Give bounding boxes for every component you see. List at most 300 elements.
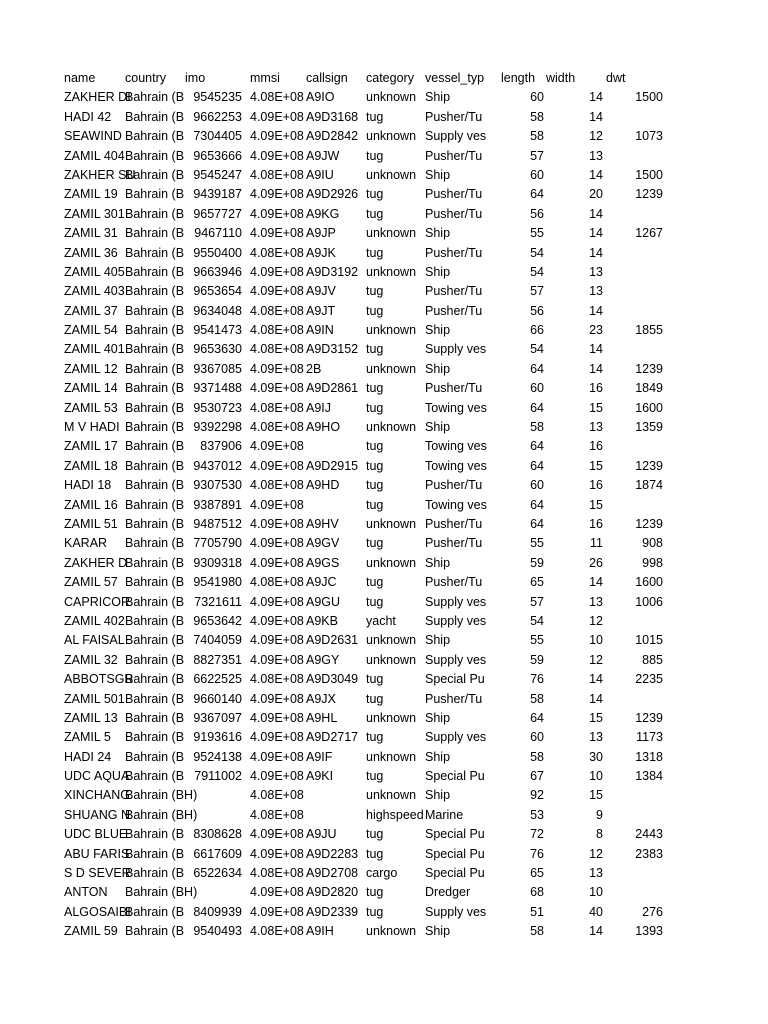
cell-callsign[interactable]: A9JT [306, 303, 336, 318]
cell-country[interactable]: Bahrain (B [125, 710, 185, 725]
cell-category[interactable]: tug [366, 904, 384, 919]
cell-imo[interactable]: 9467110 [194, 226, 242, 241]
cell-imo[interactable]: 9367085 [193, 361, 242, 376]
cell-mmsi[interactable]: 4.09E+08 [250, 264, 304, 279]
cell-callsign[interactable]: A9D2339 [306, 904, 359, 919]
cell-length[interactable]: 64 [530, 187, 544, 202]
cell-imo[interactable]: 9193616 [193, 730, 242, 745]
cell-length[interactable]: 55 [530, 226, 544, 241]
cell-width[interactable]: 12 [589, 613, 603, 628]
cell-length[interactable]: 65 [530, 575, 544, 590]
cell-length[interactable]: 53 [530, 807, 544, 822]
cell-width[interactable]: 16 [589, 381, 603, 396]
cell-imo[interactable]: 9663946 [193, 264, 242, 279]
cell-name[interactable]: SEAWIND [64, 129, 122, 144]
cell-length[interactable]: 51 [530, 904, 544, 919]
cell-category[interactable]: tug [366, 478, 384, 493]
cell-country[interactable]: Bahrain (B [125, 672, 185, 687]
cell-dwt[interactable]: 885 [642, 652, 663, 667]
cell-imo[interactable]: 9662253 [193, 109, 242, 124]
cell-length[interactable]: 68 [530, 885, 544, 900]
cell-mmsi[interactable]: 4.09E+08 [250, 730, 304, 745]
cell-width[interactable]: 13 [589, 730, 603, 745]
cell-dwt[interactable]: 1600 [635, 400, 663, 415]
cell-country[interactable]: Bahrain (B [125, 691, 185, 706]
cell-category[interactable]: unknown [366, 924, 417, 939]
cell-callsign[interactable]: A9D2861 [306, 381, 359, 396]
cell-width[interactable]: 15 [589, 497, 603, 512]
cell-imo[interactable]: 9524138 [193, 749, 242, 764]
cell-length[interactable]: 92 [530, 788, 544, 803]
cell-mmsi[interactable]: 4.09E+08 [250, 516, 304, 531]
cell-category[interactable]: unknown [366, 226, 417, 241]
cell-length[interactable]: 59 [530, 555, 544, 570]
cell-dwt[interactable]: 1173 [636, 730, 663, 745]
cell-width[interactable]: 26 [589, 555, 603, 570]
cell-vessel-type[interactable]: Supply ves [425, 129, 487, 144]
cell-mmsi[interactable]: 4.09E+08 [250, 226, 304, 241]
cell-width[interactable]: 10 [589, 885, 603, 900]
cell-dwt[interactable]: 1015 [635, 633, 663, 648]
cell-callsign[interactable]: A9JK [306, 245, 336, 260]
cell-dwt[interactable]: 1500 [635, 90, 663, 105]
cell-name[interactable]: ZAKHER DI [64, 90, 131, 105]
cell-width[interactable]: 12 [589, 846, 603, 861]
cell-mmsi[interactable]: 4.09E+08 [250, 206, 304, 221]
cell-width[interactable]: 14 [589, 361, 603, 376]
cell-mmsi[interactable]: 4.09E+08 [250, 904, 304, 919]
cell-callsign[interactable]: A9KG [306, 206, 340, 221]
cell-dwt[interactable]: 1855 [635, 323, 663, 338]
cell-callsign[interactable]: A9HD [306, 478, 340, 493]
cell-mmsi[interactable]: 4.09E+08 [250, 652, 304, 667]
cell-category[interactable]: tug [366, 769, 384, 784]
cell-length[interactable]: 58 [530, 924, 544, 939]
cell-dwt[interactable]: 1239 [635, 361, 663, 376]
cell-category[interactable]: tug [366, 672, 384, 687]
cell-vessel-type[interactable]: Ship [425, 361, 451, 376]
cell-country[interactable]: Bahrain (B [125, 323, 185, 338]
cell-country[interactable]: Bahrain (B [125, 594, 185, 609]
cell-mmsi[interactable]: 4.09E+08 [250, 284, 304, 299]
cell-dwt[interactable]: 2443 [635, 827, 663, 842]
cell-length[interactable]: 55 [530, 633, 544, 648]
cell-mmsi[interactable]: 4.09E+08 [250, 555, 304, 570]
cell-mmsi[interactable]: 4.09E+08 [250, 187, 304, 202]
cell-vessel-type[interactable]: Special Pu [425, 866, 485, 881]
cell-country[interactable]: Bahrain (B [125, 264, 185, 279]
cell-mmsi[interactable]: 4.09E+08 [250, 109, 304, 124]
cell-width[interactable]: 14 [589, 245, 603, 260]
cell-category[interactable]: yacht [366, 613, 396, 628]
cell-width[interactable]: 13 [589, 866, 603, 881]
cell-country[interactable]: Bahrain (B [125, 361, 185, 376]
cell-width[interactable]: 16 [589, 478, 603, 493]
cell-length[interactable]: 54 [530, 264, 544, 279]
cell-category[interactable]: tug [366, 187, 384, 202]
cell-length[interactable]: 65 [530, 866, 544, 881]
cell-name[interactable]: ZAMIL 51 [64, 516, 118, 531]
cell-country[interactable]: Bahrain (B [125, 904, 185, 919]
cell-callsign[interactable]: A9IU [306, 167, 334, 182]
cell-length[interactable]: 59 [530, 652, 544, 667]
cell-name[interactable]: ZAMIL 404 [64, 148, 125, 163]
cell-vessel-type[interactable]: Pusher/Tu [425, 478, 483, 493]
cell-width[interactable]: 15 [589, 458, 603, 473]
cell-mmsi[interactable]: 4.08E+08 [250, 400, 304, 415]
cell-vessel-type[interactable]: Pusher/Tu [425, 575, 483, 590]
cell-name[interactable]: AL FAISAL [64, 633, 125, 648]
cell-dwt[interactable]: 2383 [635, 846, 663, 861]
cell-mmsi[interactable]: 4.09E+08 [250, 885, 304, 900]
cell-dwt[interactable]: 1239 [635, 516, 663, 531]
cell-category[interactable]: unknown [366, 129, 417, 144]
cell-vessel-type[interactable]: Ship [425, 788, 451, 803]
cell-length[interactable]: 64 [530, 361, 544, 376]
cell-vessel-type[interactable]: Supply ves [425, 613, 487, 628]
cell-category[interactable]: tug [366, 109, 384, 124]
cell-country[interactable]: Bahrain (B [125, 827, 185, 842]
cell-imo[interactable]: 7911002 [194, 769, 242, 784]
cell-category[interactable]: unknown [366, 90, 417, 105]
cell-width[interactable]: 14 [589, 691, 603, 706]
cell-country[interactable]: Bahrain (B [125, 109, 185, 124]
cell-name[interactable]: SHUANG N [64, 807, 130, 822]
cell-country[interactable]: Bahrain (B [125, 187, 185, 202]
cell-name[interactable]: ZAMIL 16 [64, 497, 118, 512]
cell-length[interactable]: 56 [530, 206, 544, 221]
cell-imo[interactable]: 9653666 [193, 148, 242, 163]
cell-name[interactable]: ZAMIL 18 [64, 458, 118, 473]
cell-callsign[interactable]: A9D2820 [306, 885, 359, 900]
cell-length[interactable]: 55 [530, 536, 544, 551]
cell-category[interactable]: unknown [366, 323, 417, 338]
cell-vessel-type[interactable]: Ship [425, 710, 451, 725]
cell-imo[interactable]: 6617609 [193, 846, 242, 861]
cell-category[interactable]: unknown [366, 788, 417, 803]
cell-vessel-type[interactable]: Pusher/Tu [425, 516, 483, 531]
cell-mmsi[interactable]: 4.09E+08 [250, 769, 304, 784]
cell-category[interactable]: tug [366, 594, 384, 609]
cell-category[interactable]: cargo [366, 866, 398, 881]
cell-name[interactable]: ZAMIL 57 [64, 575, 118, 590]
cell-name[interactable]: ZAMIL 403 [64, 284, 125, 299]
cell-dwt[interactable]: 1849 [635, 381, 663, 396]
cell-country[interactable]: Bahrain (B [125, 206, 185, 221]
cell-callsign[interactable]: A9D2631 [306, 633, 359, 648]
cell-dwt[interactable]: 1500 [635, 167, 663, 182]
cell-dwt[interactable]: 2235 [635, 672, 663, 687]
cell-length[interactable]: 60 [530, 167, 544, 182]
cell-vessel-type[interactable]: Special Pu [425, 769, 485, 784]
cell-imo[interactable]: 9653642 [193, 613, 242, 628]
cell-category[interactable]: unknown [366, 516, 417, 531]
cell-category[interactable]: tug [366, 730, 384, 745]
cell-country[interactable]: Bahrain (B [125, 381, 185, 396]
cell-vessel-type[interactable]: Ship [425, 323, 451, 338]
cell-width[interactable]: 14 [589, 342, 603, 357]
cell-name[interactable]: UDC AQUA [64, 769, 130, 784]
cell-length[interactable]: 64 [530, 516, 544, 531]
cell-country[interactable]: Bahrain (B [125, 924, 185, 939]
cell-width[interactable]: 14 [589, 303, 603, 318]
cell-callsign[interactable]: 2B [306, 361, 322, 376]
header-country[interactable]: country [125, 71, 166, 85]
cell-callsign[interactable]: A9D3049 [306, 672, 359, 687]
cell-mmsi[interactable]: 4.09E+08 [250, 148, 304, 163]
cell-callsign[interactable]: A9GY [306, 652, 340, 667]
cell-country[interactable]: Bahrain (B [125, 400, 185, 415]
cell-callsign[interactable]: A9D2708 [306, 866, 359, 881]
cell-length[interactable]: 57 [530, 284, 544, 299]
cell-callsign[interactable]: A9JP [306, 226, 336, 241]
cell-imo[interactable]: 9541980 [193, 575, 242, 590]
cell-vessel-type[interactable]: Ship [425, 555, 451, 570]
cell-country[interactable]: Bahrain (B [125, 167, 185, 182]
cell-dwt[interactable]: 908 [642, 536, 663, 551]
cell-vessel-type[interactable]: Ship [425, 633, 451, 648]
cell-country[interactable]: Bahrain (B [125, 226, 185, 241]
cell-category[interactable]: tug [366, 245, 384, 260]
cell-country[interactable]: Bahrain (BH) [125, 807, 198, 822]
cell-country[interactable]: Bahrain (B [125, 536, 185, 551]
cell-callsign[interactable]: A9JV [306, 284, 336, 299]
cell-imo[interactable]: 7404059 [193, 633, 242, 648]
header-category[interactable]: category [366, 71, 414, 85]
cell-callsign[interactable]: A9D3168 [306, 109, 359, 124]
cell-imo[interactable]: 9371488 [193, 381, 242, 396]
cell-length[interactable]: 66 [530, 323, 544, 338]
cell-length[interactable]: 56 [530, 303, 544, 318]
cell-vessel-type[interactable]: Pusher/Tu [425, 691, 483, 706]
cell-name[interactable]: ZAMIL 32 [64, 652, 118, 667]
cell-category[interactable]: tug [366, 827, 384, 842]
cell-vessel-type[interactable]: Pusher/Tu [425, 148, 483, 163]
cell-length[interactable]: 57 [530, 594, 544, 609]
cell-dwt[interactable]: 1006 [635, 594, 663, 609]
cell-vessel-type[interactable]: Pusher/Tu [425, 109, 483, 124]
cell-dwt[interactable]: 1267 [635, 226, 663, 241]
cell-length[interactable]: 72 [530, 827, 544, 842]
cell-vessel-type[interactable]: Pusher/Tu [425, 245, 483, 260]
cell-mmsi[interactable]: 4.08E+08 [250, 303, 304, 318]
cell-imo[interactable]: 7705790 [193, 536, 242, 551]
cell-name[interactable]: ZAMIL 19 [64, 187, 118, 202]
cell-category[interactable]: unknown [366, 633, 417, 648]
cell-width[interactable]: 16 [589, 516, 603, 531]
cell-dwt[interactable]: 1393 [635, 924, 663, 939]
cell-mmsi[interactable]: 4.08E+08 [250, 167, 304, 182]
cell-country[interactable]: Bahrain (B [125, 633, 185, 648]
cell-width[interactable]: 8 [596, 827, 603, 842]
cell-category[interactable]: tug [366, 691, 384, 706]
cell-country[interactable]: Bahrain (B [125, 439, 185, 454]
cell-mmsi[interactable]: 4.09E+08 [250, 497, 304, 512]
cell-mmsi[interactable]: 4.08E+08 [250, 323, 304, 338]
cell-country[interactable]: Bahrain (B [125, 420, 185, 435]
cell-name[interactable]: ZAKHER D [64, 555, 128, 570]
cell-category[interactable]: tug [366, 846, 384, 861]
header-callsign[interactable]: callsign [306, 71, 348, 85]
cell-width[interactable]: 14 [589, 90, 603, 105]
cell-country[interactable]: Bahrain (B [125, 575, 185, 590]
cell-category[interactable]: tug [366, 575, 384, 590]
cell-category[interactable]: unknown [366, 749, 417, 764]
cell-mmsi[interactable]: 4.08E+08 [250, 420, 304, 435]
cell-width[interactable]: 9 [596, 807, 603, 822]
cell-length[interactable]: 60 [530, 381, 544, 396]
cell-vessel-type[interactable]: Pusher/Tu [425, 303, 483, 318]
cell-vessel-type[interactable]: Pusher/Tu [425, 536, 483, 551]
cell-length[interactable]: 58 [530, 109, 544, 124]
cell-length[interactable]: 60 [530, 478, 544, 493]
cell-vessel-type[interactable]: Towing ves [425, 439, 487, 454]
cell-mmsi[interactable]: 4.08E+08 [250, 788, 304, 803]
cell-callsign[interactable]: A9D2842 [306, 129, 359, 144]
cell-width[interactable]: 12 [589, 652, 603, 667]
cell-width[interactable]: 15 [589, 710, 603, 725]
cell-country[interactable]: Bahrain (BH) [125, 885, 198, 900]
cell-category[interactable]: tug [366, 458, 384, 473]
cell-callsign[interactable]: A9GS [306, 555, 340, 570]
cell-country[interactable]: Bahrain (B [125, 303, 185, 318]
cell-country[interactable]: Bahrain (B [125, 148, 185, 163]
cell-length[interactable]: 54 [530, 342, 544, 357]
cell-mmsi[interactable]: 4.09E+08 [250, 846, 304, 861]
cell-imo[interactable]: 9653654 [193, 284, 242, 299]
cell-category[interactable]: tug [366, 497, 384, 512]
cell-country[interactable]: Bahrain (B [125, 846, 185, 861]
cell-width[interactable]: 13 [589, 148, 603, 163]
header-length[interactable]: length [501, 71, 536, 85]
cell-category[interactable]: tug [366, 439, 384, 454]
cell-name[interactable]: ZAMIL 36 [64, 245, 118, 260]
cell-name[interactable]: KARAR [64, 536, 108, 551]
cell-width[interactable]: 15 [589, 400, 603, 415]
cell-name[interactable]: ZAMIL 13 [64, 710, 118, 725]
cell-vessel-type[interactable]: Special Pu [425, 672, 485, 687]
cell-width[interactable]: 13 [589, 264, 603, 279]
cell-mmsi[interactable]: 4.08E+08 [250, 575, 304, 590]
cell-mmsi[interactable]: 4.09E+08 [250, 458, 304, 473]
cell-length[interactable]: 54 [530, 613, 544, 628]
cell-length[interactable]: 64 [530, 400, 544, 415]
cell-length[interactable]: 64 [530, 710, 544, 725]
cell-vessel-type[interactable]: Supply ves [425, 342, 487, 357]
cell-length[interactable]: 54 [530, 245, 544, 260]
cell-mmsi[interactable]: 4.08E+08 [250, 807, 304, 822]
cell-name[interactable]: ZAMIL 53 [64, 400, 118, 415]
cell-dwt[interactable]: 1073 [635, 129, 663, 144]
cell-country[interactable]: Bahrain (B [125, 866, 185, 881]
cell-width[interactable]: 11 [590, 536, 603, 551]
cell-category[interactable]: unknown [366, 361, 417, 376]
cell-name[interactable]: ZAMIL 54 [64, 323, 118, 338]
cell-name[interactable]: ZAMIL 37 [64, 303, 118, 318]
cell-mmsi[interactable]: 4.09E+08 [250, 536, 304, 551]
cell-width[interactable]: 14 [589, 575, 603, 590]
cell-imo[interactable]: 837906 [200, 439, 242, 454]
cell-name[interactable]: S D SEVER [64, 866, 131, 881]
cell-width[interactable]: 14 [589, 924, 603, 939]
cell-vessel-type[interactable]: Towing ves [425, 497, 487, 512]
cell-category[interactable]: tug [366, 400, 384, 415]
cell-callsign[interactable]: A9D3152 [306, 342, 359, 357]
cell-mmsi[interactable]: 4.09E+08 [250, 381, 304, 396]
cell-callsign[interactable]: A9JX [306, 691, 336, 706]
cell-width[interactable]: 30 [589, 749, 603, 764]
cell-imo[interactable]: 8308628 [193, 827, 242, 842]
cell-name[interactable]: ANTON [64, 885, 108, 900]
cell-imo[interactable]: 6622525 [193, 672, 242, 687]
cell-callsign[interactable]: A9D3192 [306, 264, 359, 279]
header-imo[interactable]: imo [185, 71, 206, 85]
cell-callsign[interactable]: A9D2926 [306, 187, 359, 202]
cell-width[interactable]: 10 [589, 769, 603, 784]
cell-vessel-type[interactable]: Supply ves [425, 730, 487, 745]
cell-vessel-type[interactable]: Ship [425, 420, 451, 435]
cell-imo[interactable]: 9309318 [193, 555, 242, 570]
cell-category[interactable]: tug [366, 148, 384, 163]
cell-imo[interactable]: 9541473 [193, 323, 242, 338]
cell-country[interactable]: Bahrain (B [125, 613, 185, 628]
cell-dwt[interactable]: 1359 [635, 420, 663, 435]
cell-dwt[interactable]: 1318 [635, 749, 663, 764]
cell-vessel-type[interactable]: Ship [425, 924, 451, 939]
header-width[interactable]: width [546, 71, 576, 85]
cell-imo[interactable]: 6522634 [193, 866, 242, 881]
cell-dwt[interactable]: 1384 [635, 769, 663, 784]
cell-mmsi[interactable]: 4.09E+08 [250, 827, 304, 842]
cell-country[interactable]: Bahrain (BH) [125, 788, 198, 803]
cell-imo[interactable]: 9437012 [193, 458, 242, 473]
cell-width[interactable]: 10 [589, 633, 603, 648]
cell-category[interactable]: tug [366, 206, 384, 221]
cell-width[interactable]: 14 [589, 109, 603, 124]
cell-name[interactable]: ZAKHER SU [64, 167, 136, 182]
cell-callsign[interactable]: A9IF [306, 749, 333, 764]
cell-name[interactable]: HADI 18 [64, 478, 112, 493]
cell-country[interactable]: Bahrain (B [125, 245, 185, 260]
cell-mmsi[interactable]: 4.08E+08 [250, 478, 304, 493]
cell-name[interactable]: ZAMIL 5 [64, 730, 111, 745]
cell-mmsi[interactable]: 4.08E+08 [250, 924, 304, 939]
cell-width[interactable]: 23 [589, 323, 603, 338]
cell-country[interactable]: Bahrain (B [125, 90, 185, 105]
cell-callsign[interactable]: A9IH [306, 924, 334, 939]
cell-vessel-type[interactable]: Supply ves [425, 594, 487, 609]
cell-dwt[interactable]: 1239 [635, 187, 663, 202]
cell-callsign[interactable]: A9HO [306, 420, 341, 435]
cell-name[interactable]: ZAMIL 14 [64, 381, 118, 396]
cell-category[interactable]: unknown [366, 555, 417, 570]
cell-mmsi[interactable]: 4.09E+08 [250, 129, 304, 144]
cell-category[interactable]: unknown [366, 420, 417, 435]
cell-dwt[interactable]: 1239 [635, 458, 663, 473]
cell-imo[interactable]: 8827351 [193, 652, 242, 667]
cell-length[interactable]: 58 [530, 691, 544, 706]
cell-length[interactable]: 58 [530, 129, 544, 144]
cell-length[interactable]: 58 [530, 420, 544, 435]
cell-imo[interactable]: 9634048 [193, 303, 242, 318]
cell-dwt[interactable]: 1874 [635, 478, 663, 493]
cell-length[interactable]: 67 [530, 769, 544, 784]
cell-length[interactable]: 57 [530, 148, 544, 163]
cell-name[interactable]: ALGOSAIBI [64, 904, 131, 919]
cell-imo[interactable]: 9530723 [193, 400, 242, 415]
cell-name[interactable]: ZAMIL 401 [64, 342, 125, 357]
cell-mmsi[interactable]: 4.09E+08 [250, 633, 304, 648]
